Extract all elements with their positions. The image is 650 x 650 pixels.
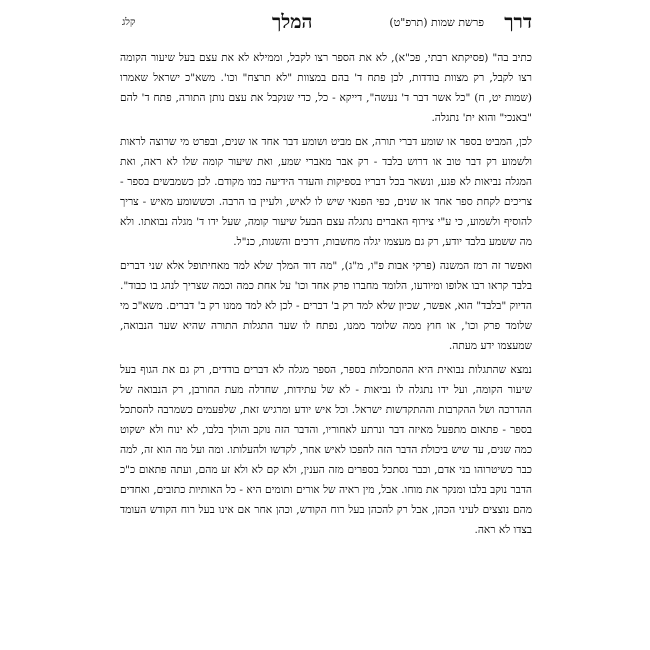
running-head: [122, 10, 532, 36]
body-text: [120, 48, 532, 540]
running-head-parsha: פרשת שמות (תרפ"ט): [389, 16, 484, 29]
paragraph-2: לכן, המביט בספר או שומע דברי תורה, אם מביט ושומע דבר אחד או שנים, ובפרט מי שרוצה לראות ולשמוע רק דבר טוב או דרוש בלבד - רק אבר מאברי שמע, ואת שיעור קומה שלו לא ראה, ואת המגלה נביאות לא פגע, ונשאר בכל דבריו בספיקות והעדר הידיעה כמו מקודם. לכן כשמבשים בספר - צריכים לקחת ספר אחד או שנים, כפי הפנאי שיש לו לאיש, ולעיין בו הרבה. וכששומע מאיש - צריך להוסיף ולשמוע, כי ע"י צירוף האברים נתגלה עצם הבעל שיעור קומה, שעל ידו ד' מגלה נבואתו. ולא מה ששמע בלבד יודע, רק גם מעצמו יגלה מחשבות, דרכים והשגות, כנ"ל.: [120, 136, 532, 248]
paragraph-1: כתיב בה" (פסיקתא רבתי, פכ"א), לא את הספר רצו לקבל, וממילא לא את עצם בעל שיעור הקומה רצו לקבל, רק מצוות בודדות, לכן פתח ד' בהם במצוות "לא תרצח" וכו'. משא"כ ישראל שאמרו (שמות יט, ח) "כל אשר דבר ד' נעשה", דייקא - כל, כדי שנקבל את עצם נותן התורה, פתח ד' להם "באנכי" והוא ית' נתגלה.: [120, 52, 532, 124]
paragraph-4: נמצא שהתגלות נבואית היא ההסתכלות בספר, הספר מגלה לא דברים בודדים, רק גם את הגוף בעל שיעור הקומה, ועל ידו נתגלה לו נביאות - לא של עתידות, שחדלה מעת החורבן, רק הנבואה של ההדרכה ושל ההקרבות וההתקדשות ישראל. וכל איש יודע ומרגיש זאת, שלפעמים כשמרבה להסתכל בספר - פתאום מתפעל מאיזה דבר ונרתע לאחוריו, והדבר הזה נוקב והולך בלבו, לא ינוח ולא ישקוט כמה שנים, עד שיש ביכולת הדבר הזה להפכו לאיש אחר, לקדשו ולהעלותו. ומה ועל מה הוא זה, למה כבר כשיטרוהו בני אדם, וכבר נסתכל בספרים מזה הענין, ולא קם לא ולא זע מהם, ועתה פתאום כ"כ הדבר נוקב בלבו ומנקר את מוחו. אבל, מין ראיה של אורים ותומים היא - כל האותיות כתובים, ואחדים מהם נוצצים לעיני הכהן, אבל רק להכהן בעל רוח הקודש, וכהן אחר אם אינו בעל רוח הקודש העומד בצדו לא ראה.: [120, 364, 532, 536]
paragraph-3: ואפשר זה רמז המשנה (פרקי אבות פ"ו, מ"ג), "מה דוד המלך שלא למד מאחיתופל אלא שני דברים בלבד קראו רבו אלופו ומיודעו, הלומד מחברו פרק אחד וכו' על אחת כמה וכמה שצריך לנהג בו כבוד". הדיוק "בלבד" הוא, אפשר, שכיון שלא למד רק ב' דברים - לכן לא למד ממנו רק ב' דברים. משא"כ מי שלומד פרק וכו', או חוץ ממה שלומד ממנו, נפתח לו שער התגלות התורה שהיא שער הנבואה, שמעצמו ידע מעתה.: [120, 260, 532, 352]
running-head-title-right: דרך: [504, 11, 532, 33]
page-number: קלג: [122, 17, 136, 28]
running-head-title-left: המלך: [272, 11, 313, 33]
